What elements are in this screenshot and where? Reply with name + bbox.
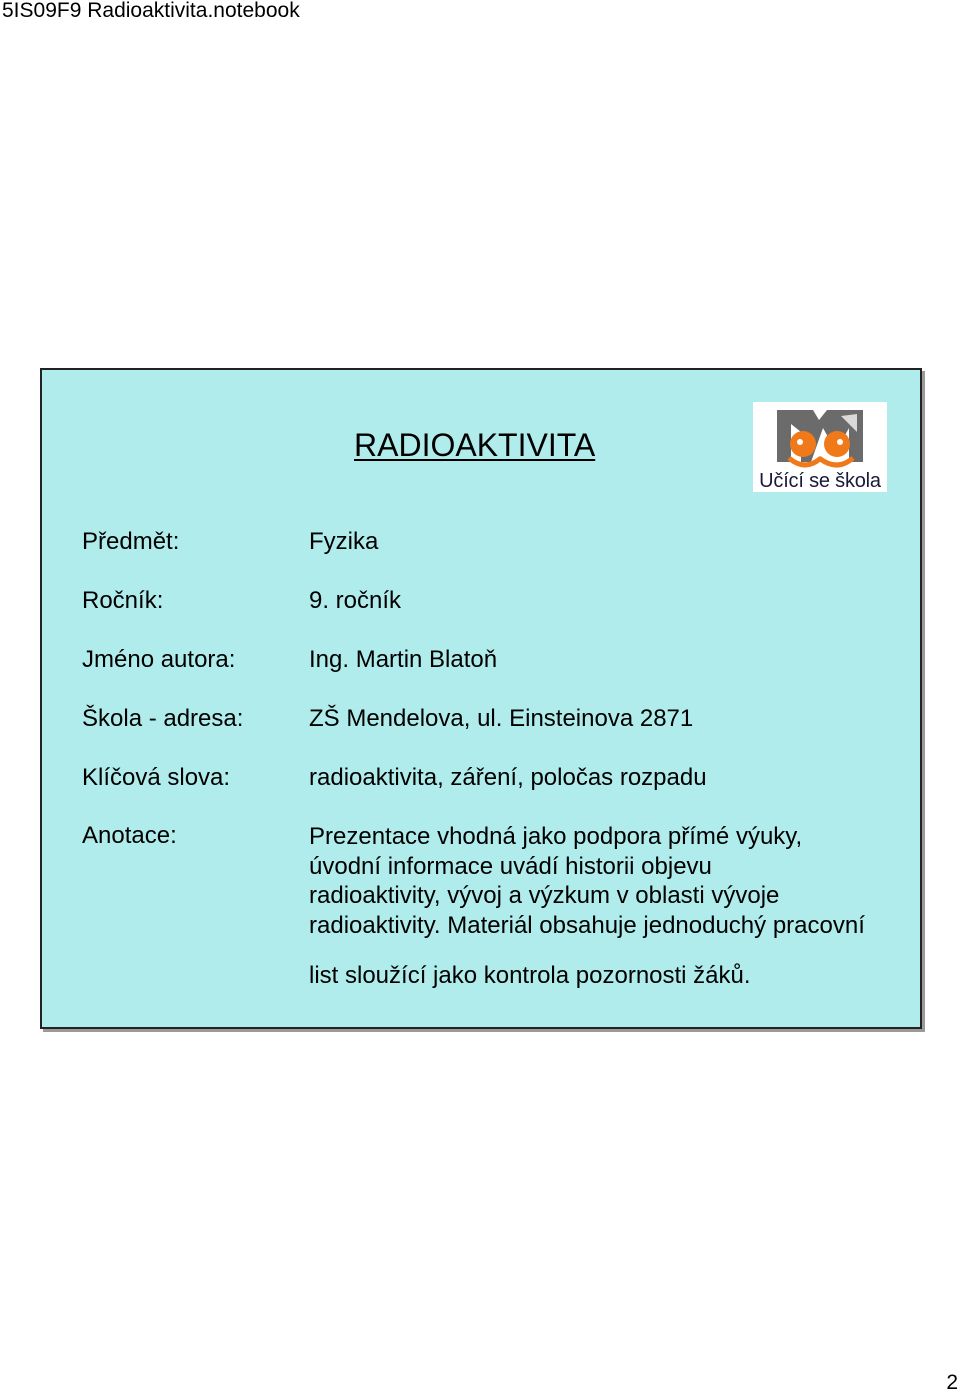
- label-grade: Ročník:: [82, 587, 164, 614]
- slide-title: RADIOAKTIVITA: [354, 427, 596, 463]
- m-letter-faces-logo-icon: [753, 402, 887, 470]
- label-annotation: Anotace:: [82, 822, 177, 849]
- label-author: Jméno autora:: [82, 646, 236, 673]
- school-logo: [753, 402, 887, 492]
- title-slide: [40, 368, 922, 1029]
- value-grade: 9. ročník: [309, 587, 402, 614]
- label-subject: Předmět:: [82, 528, 180, 555]
- annotation-line: list sloužící jako kontrola pozornosti žáků.: [309, 962, 751, 989]
- value-author: Ing. Martin Blatoň: [309, 646, 498, 673]
- value-school-address: ZŠ Mendelova, ul. Einsteinova 2871: [309, 705, 694, 732]
- logo-text: Učící se škola: [759, 470, 881, 492]
- page-number: 2: [946, 1371, 958, 1394]
- annotation-line: úvodní informace uvádí historii objevu: [309, 852, 712, 880]
- annotation-line: radioaktivity, vývoj a výzkum v oblasti vývoje: [309, 882, 780, 909]
- annotation-line: Prezentace vhodná jako podpora přímé výuky,: [309, 823, 803, 850]
- label-school-address: Škola - adresa:: [82, 705, 244, 732]
- annotation-line: radioaktivity. Materiál obsahuje jednoduchý pracovní: [309, 911, 865, 939]
- value-annotation: [309, 822, 899, 991]
- value-subject: Fyzika: [309, 528, 379, 555]
- label-keywords: Klíčová slova:: [82, 764, 231, 791]
- document-header: 5IS09F9 Radioaktivita.notebook: [2, 0, 300, 22]
- value-keywords: radioaktivita, záření, poločas rozpadu: [309, 764, 707, 791]
